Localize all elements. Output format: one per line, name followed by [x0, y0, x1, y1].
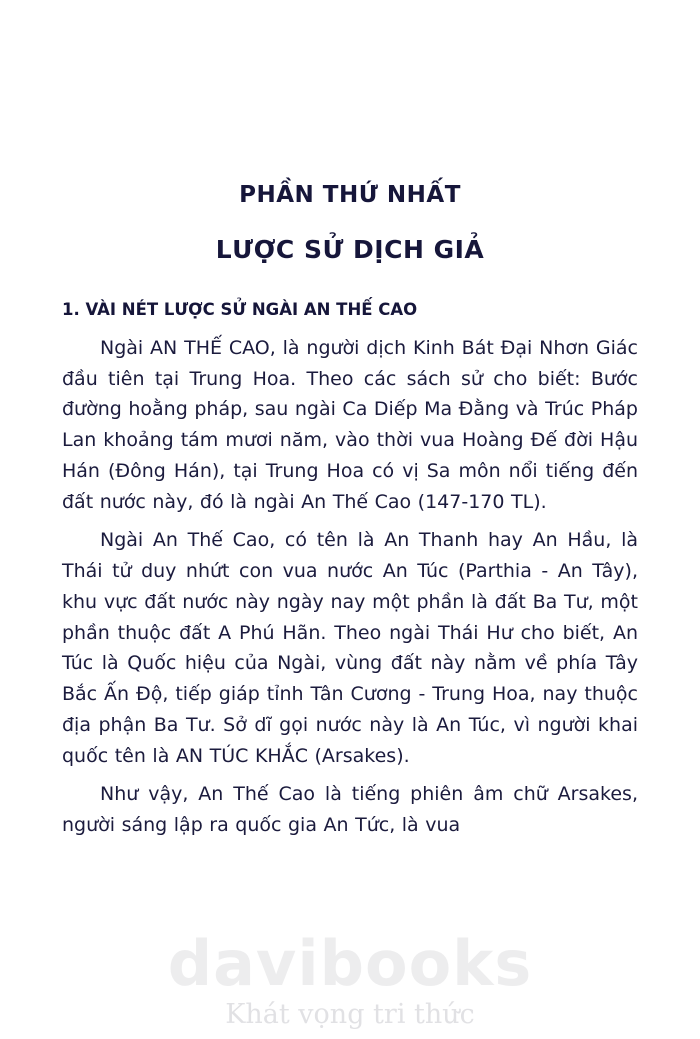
watermark-tagline: Khát vọng tri thức: [225, 998, 475, 1030]
paragraph: Như vậy, An Thế Cao là tiếng phiên âm chữ Arsakes, người sáng lập ra quốc gia An Tức, là vua: [62, 783, 638, 837]
watermark-brand: davibooks: [167, 926, 533, 1000]
section-heading: 1. VÀI NÉT LƯỢC SỬ NGÀI AN THẾ CAO: [62, 300, 418, 319]
paragraph: Ngài AN THẾ CAO, là người dịch Kinh Bát Đại Nhơn Giác đầu tiên tại Trung Hoa. Theo các sách sử cho biết: Bước đường hoằng pháp, sau ngài Ca Diếp Ma Đằng và Trúc Pháp Lan khoảng tám mươi năm, vào thời vua Hoàng Đế đời Hậu Hán (Đông Hán), tại Trung Hoa có vị Sa môn nổi tiếng đến đất nước này, đó là ngài An Thế Cao (147-170 TL).: [62, 336, 638, 513]
paragraph: Ngài An Thế Cao, có tên là An Thanh hay An Hầu, là Thái tử duy nhứt con vua nước An Túc (Parthia - An Tây), khu vực đất nước này ngày nay một phần là đất Ba Tư, một phần thuộc đất A Phú Hãn. Theo ngài Thái Hư cho biết, An Túc là Quốc hiệu của Ngài, vùng đất này nằm về phía Tây Bắc Ấn Độ, tiếp giáp tỉnh Tân Cương - Trung Hoa, nay thuộc địa phận Ba Tư. Sở dĩ gọi nước này là An Túc, vì người khai quốc tên là AN TÚC KHẮC (Arsakes).: [62, 529, 638, 767]
part-title: PHẦN THỨ NHẤT: [239, 182, 461, 208]
page-title: LƯỢC SỬ DỊCH GIẢ: [215, 234, 485, 264]
